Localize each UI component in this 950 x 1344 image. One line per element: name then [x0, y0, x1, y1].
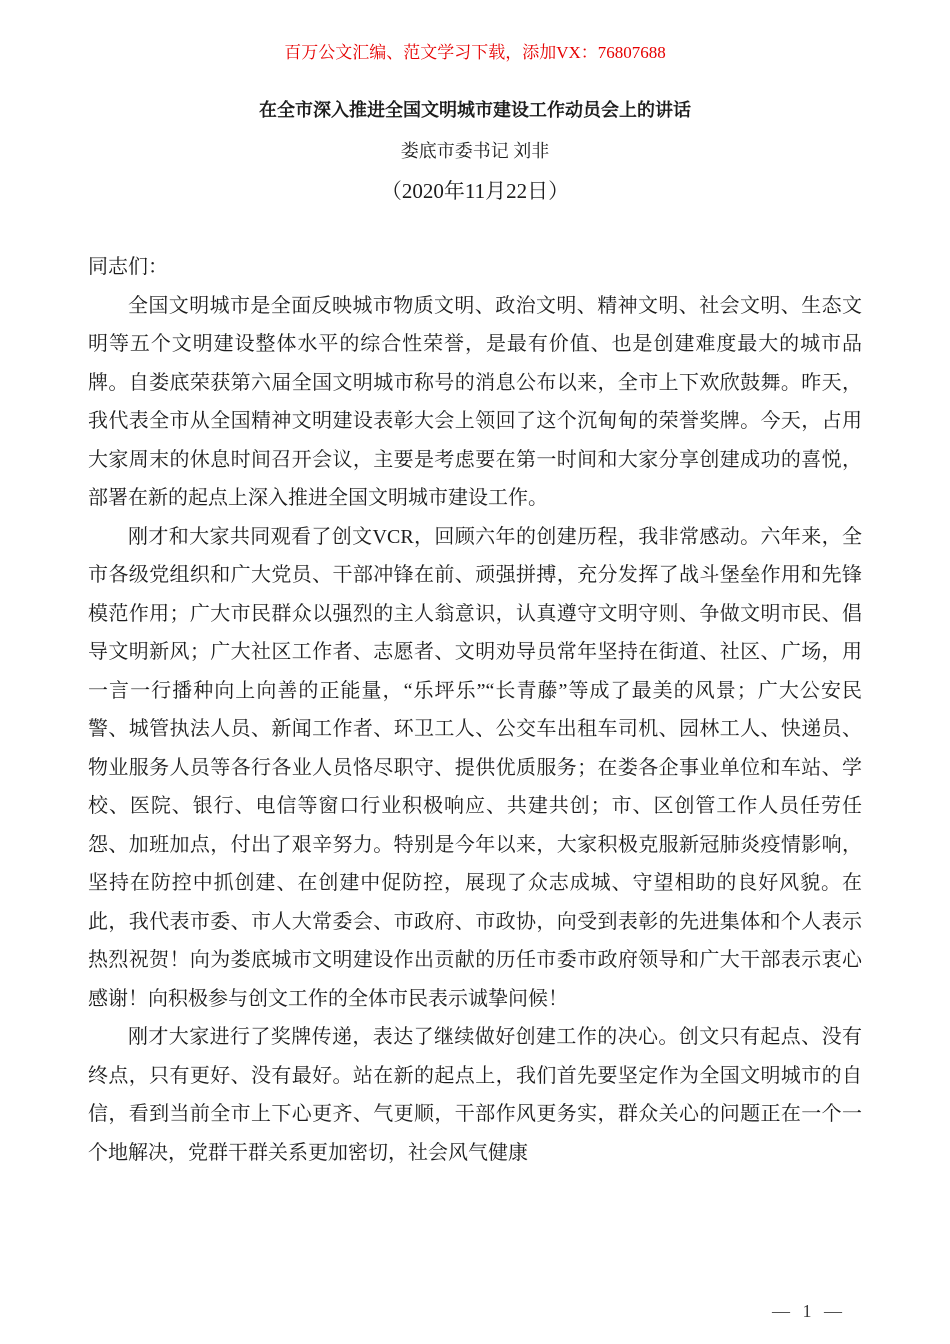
- document-author: 娄底市委书记 刘非: [400, 141, 550, 161]
- document-date: （2020年11月22日）: [380, 179, 570, 203]
- document-title: 在全市深入推进全国文明城市建设工作动员会上的讲话: [259, 100, 691, 120]
- paragraph-3: 刚才大家进行了奖牌传递，表达了继续做好创建工作的决心。创文只有起点、没有终点，只有更好、没有最好。站在新的起点上，我们首先要坚定作为全国文明城市的自信，看到当前全市上下心更齐、气更顺，干部作风更务实，群众关心的问题正在一个一个地解决，党群干群关系更加密切，社会风气健康: [88, 1026, 862, 1164]
- promo-header: 百万公文汇编、范文学习下载，添加VX：76807688: [284, 43, 666, 62]
- page-number: — 1 —: [772, 1301, 846, 1321]
- paragraph-2: 刚才和大家共同观看了创文VCR，回顾六年的创建历程，我非常感动。六年来，全市各级党组织和广大党员、干部冲锋在前、顽强拼搏，充分发挥了战斗堡垒作用和先锋模范作用；广大市民群众以强烈的主人翁意识，认真遵守文明守则、争做文明市民、倡导文明新风；广大社区工作者、志愿者、文明劝导员常年坚持在街道、社区、广场，用一言一行播种向上向善的正能量，“乐坪乐”“长青藤”等成了最美的风景；广大公安民警、城管执法人员、新闻工作者、环卫工人、公交车出租车司机、园林工人、快递员、物业服务人员等各行各业人员恪尽职守、提供优质服务；在娄各企事业单位和车站、学校、医院、银行、电信等窗口行业积极响应、共建共创；市、区创管工作人员任劳任怨、加班加点，付出了艰辛努力。特别是今年以来，大家积极克服新冠肺炎疫情影响，坚持在防控中抓创建、在创建中促防控，展现了众志成城、守望相助的良好风貌。在此，我代表市委、市人大常委会、市政府、市政协，向受到表彰的先进集体和个人表示热烈祝贺！向为娄底城市文明建设作出贡献的历任市委市政府领导和广大干部表示衷心感谢！向积极参与创文工作的全体市民表示诚挚问候！: [88, 525, 862, 1010]
- salutation: 同志们：: [88, 256, 168, 278]
- paragraph-1: 全国文明城市是全面反映城市物质文明、政治文明、精神文明、社会文明、生态文明等五个文明建设整体水平的综合性荣誉，是最有价值、也是创建难度最大的城市品牌。自娄底荣获第六届全国文明城市称号的消息公布以来，全市上下欢欣鼓舞。昨天，我代表全市从全国精神文明建设表彰大会上领回了这个沉甸甸的荣誉奖牌。今天，占用大家周末的休息时间召开会议，主要是考虑要在第一时间和大家分享创建成功的喜悦，部署在新的起点上深入推进全国文明城市建设工作。: [88, 294, 862, 509]
- document-body: [88, 248, 862, 1172]
